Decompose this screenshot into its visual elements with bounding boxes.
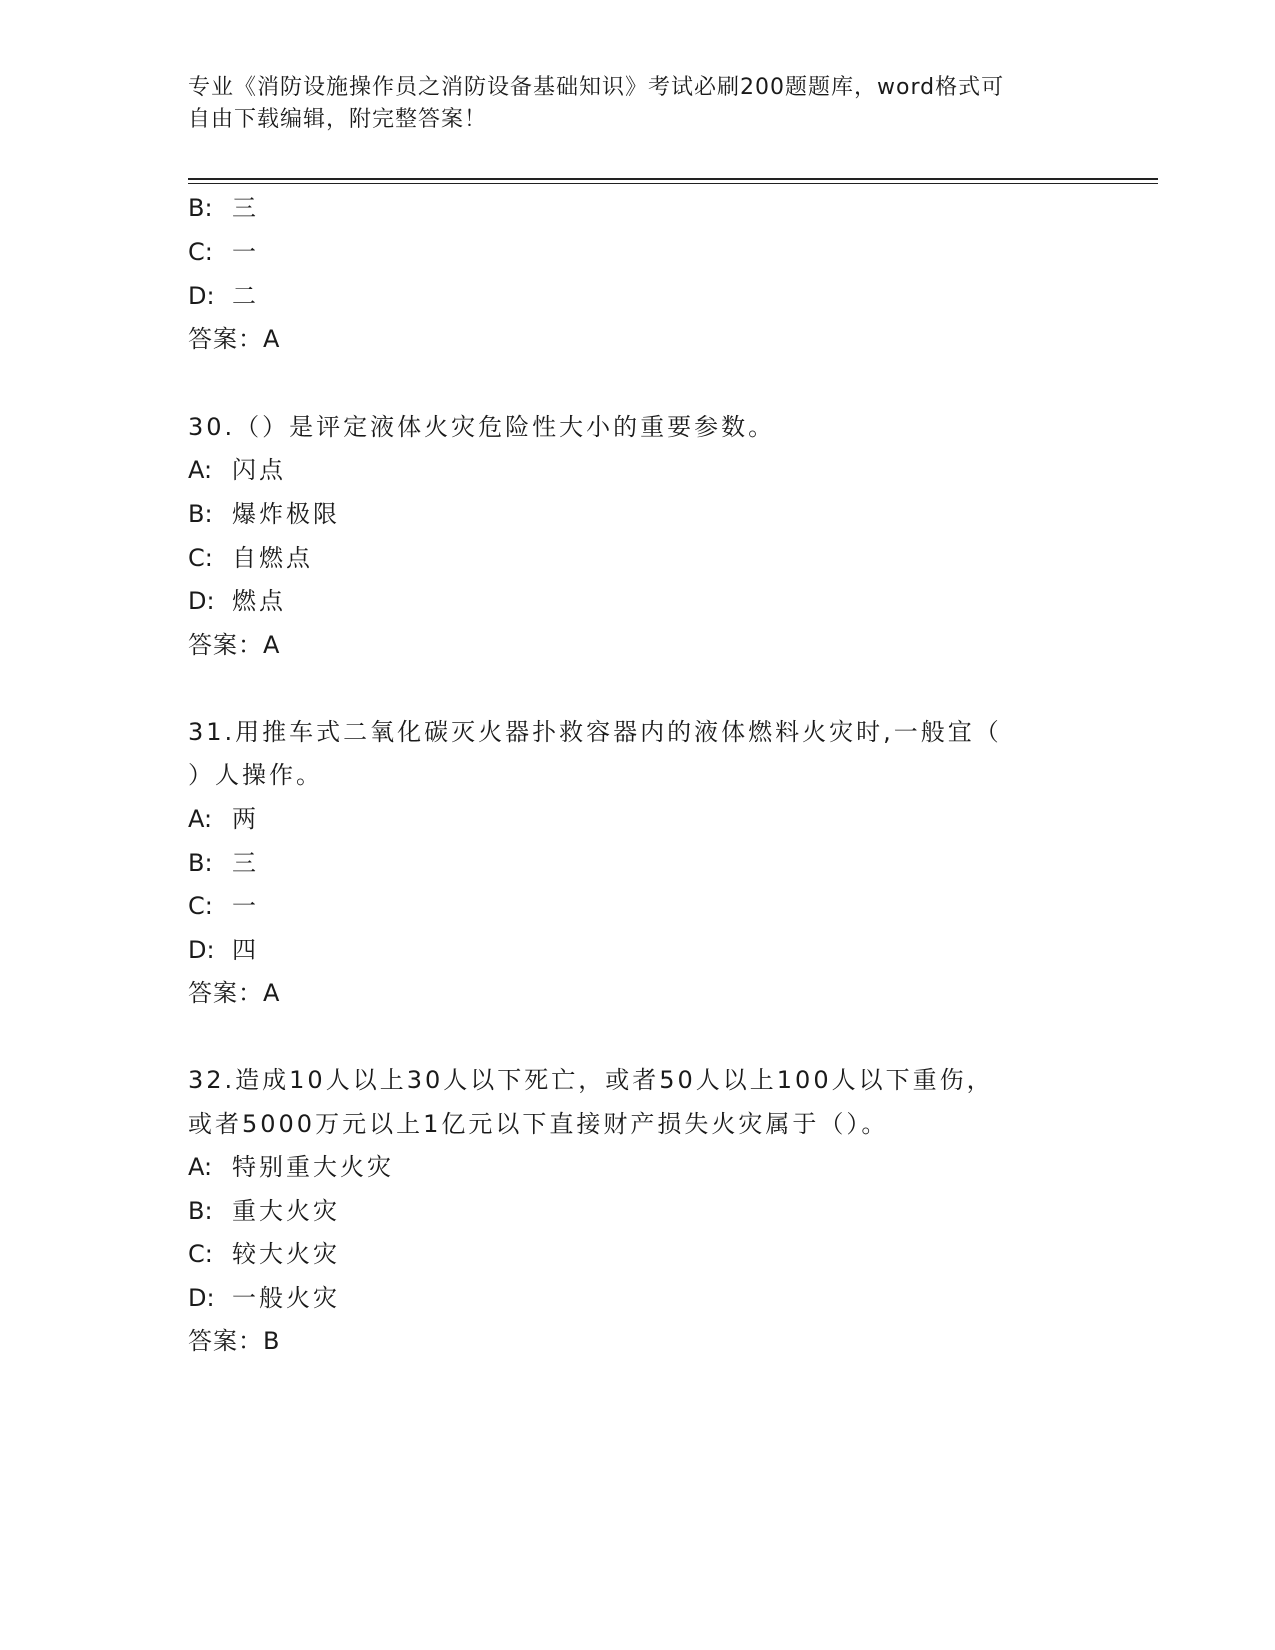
option-a [188,804,259,834]
answer-line: 答案：A [188,979,281,1007]
document-header [188,72,1068,136]
option-text: 三 [232,194,259,222]
option-letter: C: [188,892,213,920]
option-d [188,281,259,311]
option-text: 四 [232,936,259,964]
option-a [188,455,286,485]
question-stem-continued: ）人操作。 [188,761,323,789]
header-divider [188,178,1158,180]
option-letter: C: [188,544,213,572]
option-letter: B: [188,194,213,222]
option-b [188,848,259,878]
option-c [188,543,313,573]
option-letter: D: [188,282,215,310]
option-text: 自燃点 [232,544,313,572]
option-text: 爆炸极限 [232,500,340,528]
option-text: 两 [232,805,259,833]
option-letter: D: [188,1284,215,1312]
option-d [188,586,286,616]
header-title-line-2: 自由下载编辑，附完整答案！ [188,107,488,132]
option-text: 较大火灾 [232,1240,340,1268]
option-b [188,1196,340,1226]
option-text: 二 [232,282,259,310]
question-stem-continued: 或者5000万元以上1亿元以下直接财产损失火灾属于（）。 [188,1110,889,1138]
option-c [188,237,259,267]
option-letter: B: [188,1197,213,1225]
option-b [188,499,340,529]
option-a [188,1152,394,1182]
option-c [188,891,259,921]
header-divider-thin [188,183,1158,184]
option-text: 三 [232,849,259,877]
option-c [188,1239,340,1269]
option-text: 一 [232,238,259,266]
option-letter: A: [188,456,213,484]
option-text: 闪点 [232,456,286,484]
option-text: 重大火灾 [232,1197,340,1225]
option-text: 一 [232,892,259,920]
option-letter: B: [188,500,213,528]
option-letter: C: [188,1240,213,1268]
option-letter: D: [188,936,215,964]
answer-line: 答案：A [188,631,281,659]
question-stem: 32.造成10人以上30人以下死亡，或者50人以上100人以下重伤， [188,1066,994,1094]
option-letter: D: [188,587,215,615]
option-d [188,1283,340,1313]
answer-line: 答案：A [188,325,281,353]
question-stem: 31.用推车式二氧化碳灭火器扑救容器内的液体燃料火灾时,一般宜（ [188,718,1002,746]
option-letter: A: [188,1153,213,1181]
option-text: 特别重大火灾 [232,1153,394,1181]
option-text: 一般火灾 [232,1284,340,1312]
option-d [188,935,259,965]
option-letter: A: [188,805,213,833]
answer-line: 答案：B [188,1327,281,1355]
option-letter: C: [188,238,213,266]
option-b [188,193,259,223]
header-title-line-1: 专业《消防设施操作员之消防设备基础知识》考试必刷200题题库，word格式可 [188,75,1005,100]
question-stem: 30.（）是评定液体火灾危险性大小的重要参数。 [188,413,776,441]
option-letter: B: [188,849,213,877]
option-text: 燃点 [232,587,286,615]
